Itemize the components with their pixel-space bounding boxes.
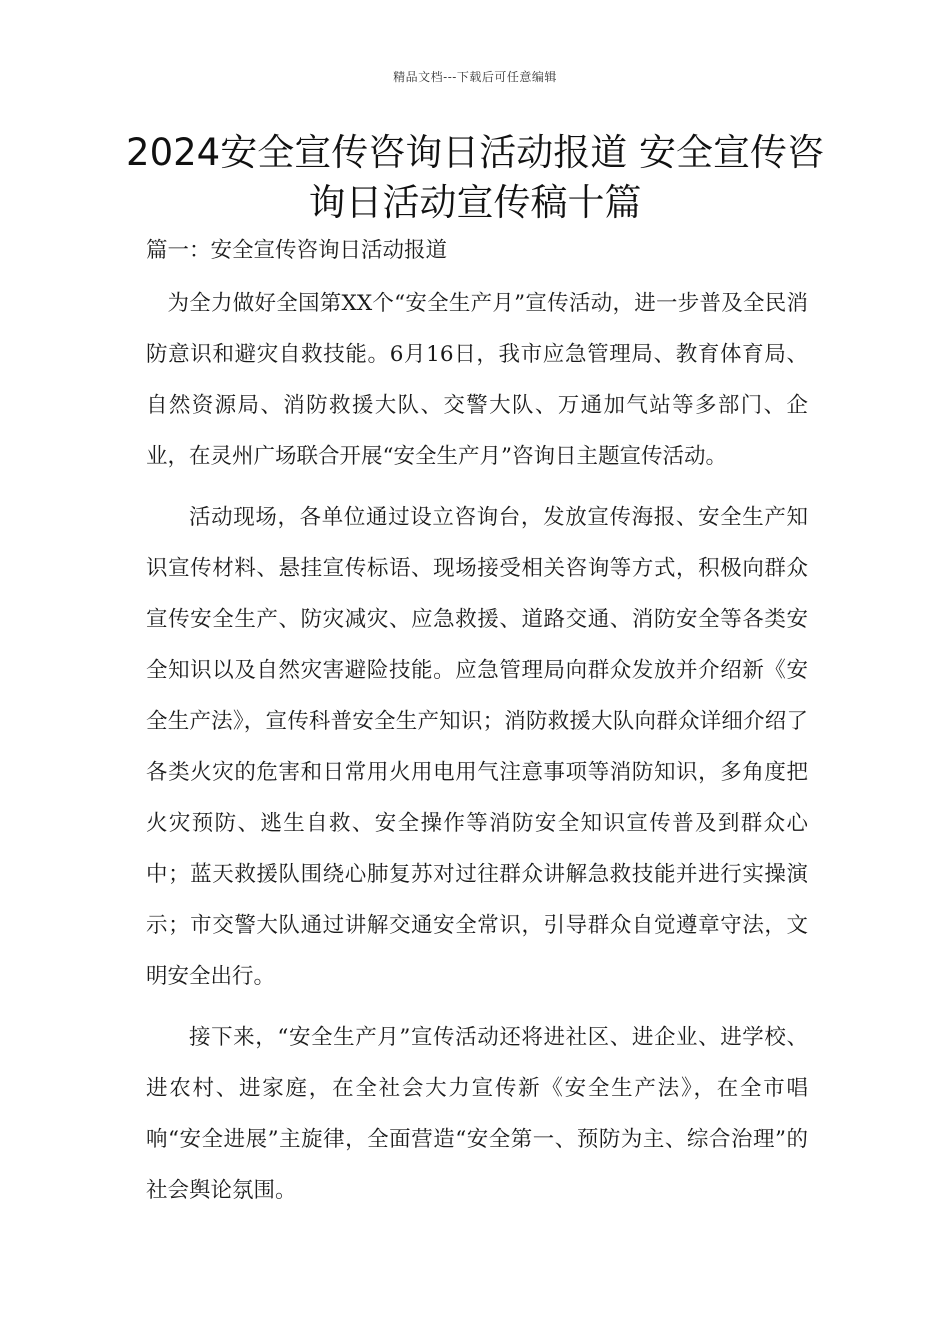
document-body — [146, 234, 808, 1226]
paragraph-3: 接下来，“安全生产月”宣传活动还将进社区、进企业、进学校、进农村、进家庭，在全社会大力宣传新《安全生产法》，在全市唱响“安全进展”主旋律，全面营造“安全第一、预防为主、综合治理”的社会舆论氛围。 — [146, 1025, 808, 1203]
section-heading: 篇一：安全宣传咨询日活动报道 — [146, 238, 448, 263]
paragraph-1: 为全力做好全国第XX个“安全生产月”宣传活动，进一步普及全民消防意识和避灾自救技能。6月16日，我市应急管理局、教育体育局、自然资源局、消防救援大队、交警大队、万通加气站等多部门、企业，在灵州广场联合开展“安全生产月”咨询日主题宣传活动。 — [146, 291, 808, 469]
header-note: 精品文档---下载后可任意编辑 — [393, 70, 557, 84]
paragraph-2: 活动现场，各单位通过设立咨询台，发放宣传海报、安全生产知识宣传材料、悬挂宣传标语、现场接受相关咨询等方式，积极向群众宣传安全生产、防灾减灾、应急救援、道路交通、消防安全等各类安全知识以及自然灾害避险技能。应急管理局向群众发放并介绍新《安全生产法》，宣传科普安全生产知识；消防救援大队向群众详细介绍了各类火灾的危害和日常用火用电用气注意事项等消防知识，多角度把火灾预防、逃生自救、安全操作等消防安全知识宣传普及到群众心中；蓝天救援队围绕心肺复苏对过往群众讲解急救技能并进行实操演示；市交警大队通过讲解交通安全常识，引导群众自觉遵章守法，文明安全出行。 — [146, 505, 808, 989]
document-title: 2024安全宣传咨询日活动报道 安全宣传咨询日活动宣传稿十篇 — [126, 131, 824, 224]
